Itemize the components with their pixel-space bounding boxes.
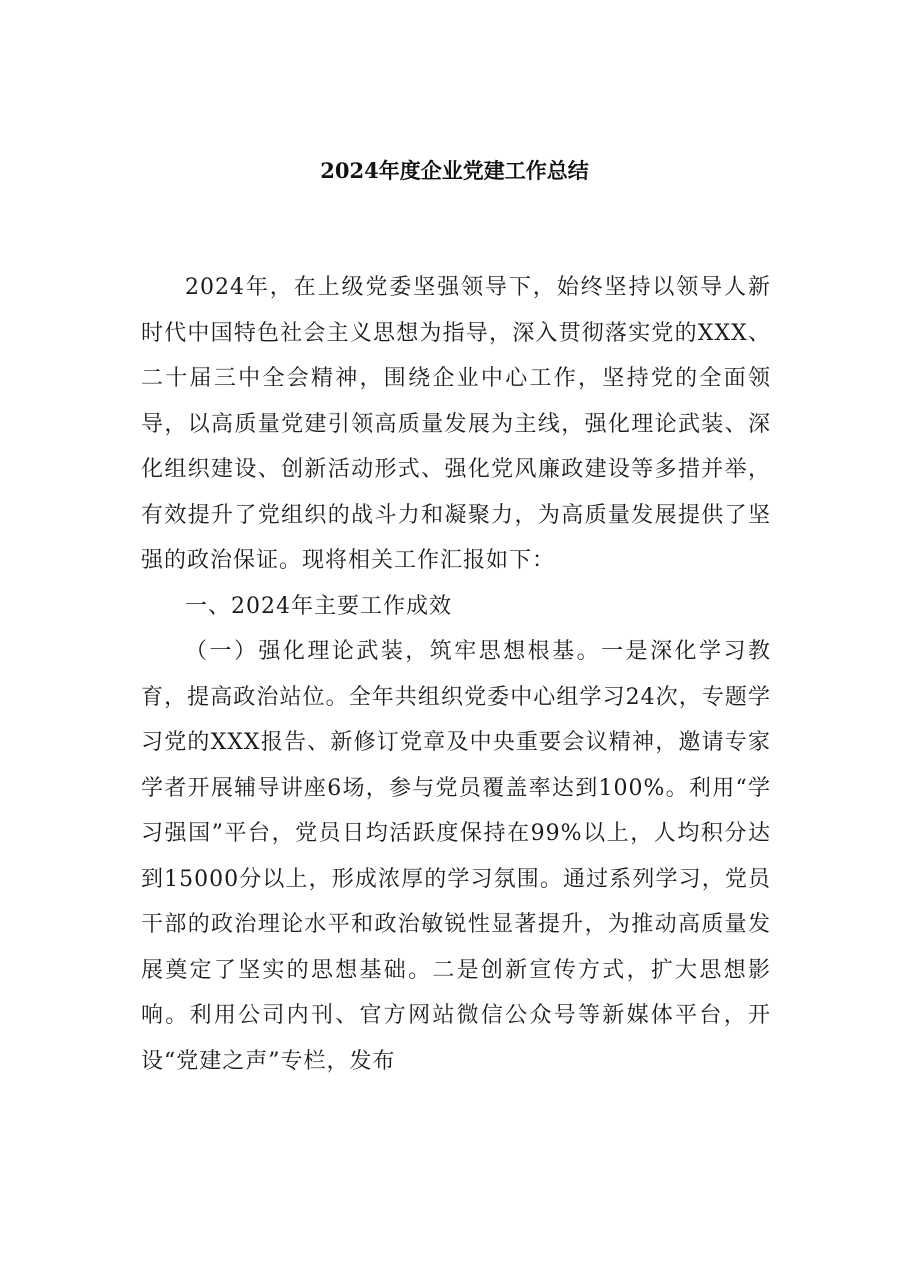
document-title: 2024年度企业党建工作总结 — [320, 158, 589, 183]
section-paragraph: （一）强化理论武装，筑牢思想根基。一是深化学习教育，提高政治站位。全年共组织党委中心组学习24次，专题学习党的XXX报告、新修订党章及中央重要会议精神，邀请专家学者开展辅导讲座6场，参与党员覆盖率达到100%。利用“学习强国”平台，党员日均活跃度保持在99%以上，人均积分达到15000分以上，形成浓厚的学习氛围。通过系列学习，党员干部的政治理论水平和政治敏锐性显著提升，为推动高质量发展奠定了坚实的思想基础。二是创新宣传方式，扩大思想影响。利用公司内刊、官方网站微信公众号等新媒体平台，开设“党建之声”专栏，发布 — [141, 639, 771, 1074]
document-body — [141, 265, 771, 1084]
intro-paragraph: 2024年，在上级党委坚强领导下，始终坚持以领导人新时代中国特色社会主义思想为指导，深入贯彻落实党的XXX、二十届三中全会精神，围绕企业中心工作，坚持党的全面领导，以高质量党建引领高质量发展为主线，强化理论武装、深化组织建设、创新活动形式、强化党风廉政建设等多措并举，有效提升了党组织的战斗力和凝聚力，为高质量发展提供了坚强的政治保证。现将相关工作汇报如下： — [141, 275, 771, 573]
section-heading: 一、2024年主要工作成效 — [185, 593, 452, 619]
